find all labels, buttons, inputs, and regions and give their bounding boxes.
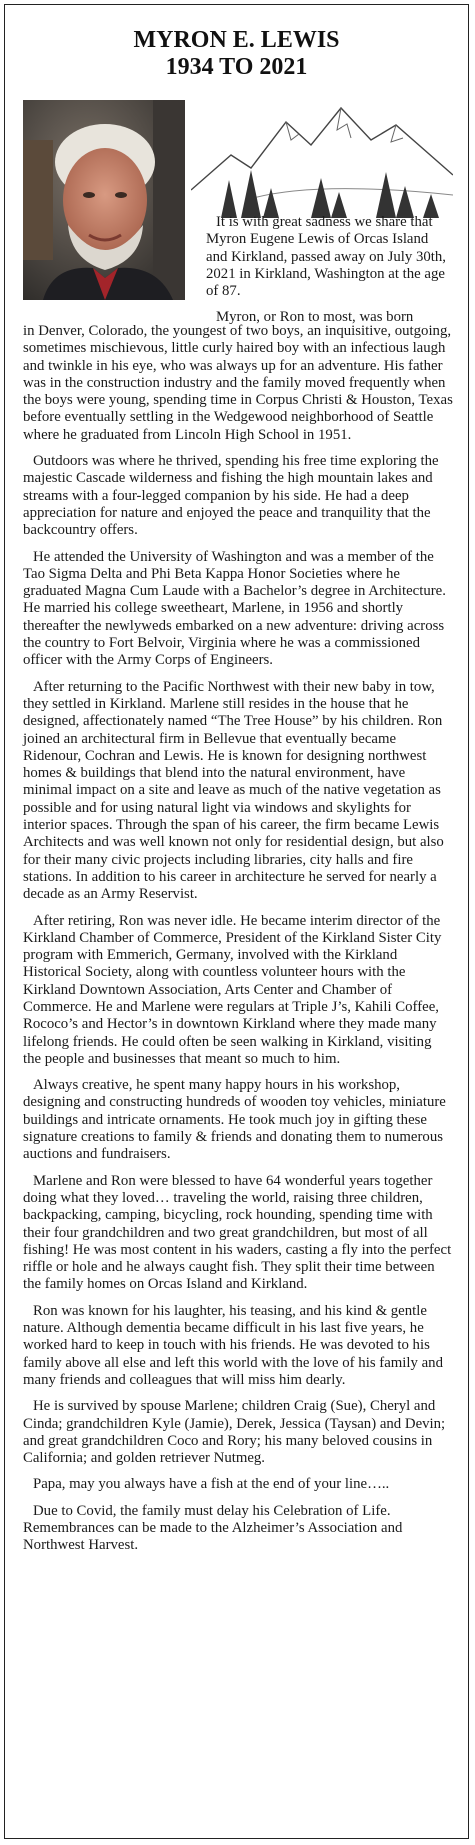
body-paragraph: After retiring, Ron was never idle. He became interim director of the Kirkland Chamber of Commerce, President of the Kirkland Sister City program with Emmerich, Germany, involved with the Kirkland Historical Society, along with countless volunteer hours with the Kirkland Downtown Association, Arts Center and Chamber of Commerce. He and Marlene were regulars at Triple J’s, Kahili Coffee, Rococo’s and Hector’s in downtown Kirkland where they made many lifelong friends. He could often be seen walking in Kirkland, visiting the people and businesses that meant so much to him. (23, 912, 442, 1067)
deceased-name: MYRON E. LEWIS (133, 27, 340, 53)
celebration-paragraph: Due to Covid, the family must delay his Celebration of Life. Remembrances can be made to the Alzheimer’s Association and Northwest Harvest. (23, 1502, 403, 1554)
body-paragraph: He attended the University of Washington and was a member of the Tao Sigma Delta and Phi Beta Kappa Honor Societies where he graduated Magna Cum Laude with a Bachelor’s degree in Architecture. He married his college sweetheart, Marlene, in 1956 and shortly thereafter the newlyweds embarked on a new adventure: driving across the country to Fort Belvoir, Virginia where he was a commissioned officer with the Army Corps of Engineers. (23, 548, 446, 669)
obituary-title (5, 27, 468, 81)
portrait-photo (23, 100, 185, 300)
body-paragraph: Outdoors was where he thrived, spending his free time exploring the majestic Cascade wilderness and fishing the high mountain lakes and streams with a four-legged companion by his side. He had a deep appreciation for nature and enjoyed the peace and tranquility that the backcountry offers. (23, 453, 439, 539)
survivors-paragraph: He is survived by spouse Marlene; children Craig (Sue), Cheryl and Cinda; grandchildren Kyle (Jamie), Derek, Jessica (Taysan) and Devin; and great grandchildren Coco and Rory; his many beloved cousins in California; and golden retriever Nutmeg. (23, 1398, 446, 1467)
mountain-illustration (191, 100, 453, 218)
body-paragraph: Always creative, he spent many happy hours in his workshop, designing and constructing hundreds of wooden toy vehicles, miniature buildings and intricate ornaments. He took much joy in gifting these signature creations to family & friends and donating them to numerous auctions and fundraisers. (23, 1077, 446, 1163)
body-paragraph: Ron was known for his laughter, his teasing, and his kind & gentle nature. Although dementia became difficult in his last five years, he worked hard to keep in touch with his friends. He was devoted to his family above all else and left this world with the love of his family and many friends and colleagues that will miss him dearly. (23, 1302, 443, 1388)
obituary-body (23, 323, 453, 1564)
intro-continued-line: Myron, or Ron to most, was born (216, 309, 414, 326)
intro-column (206, 214, 453, 327)
early-life-paragraph: in Denver, Colorado, the youngest of two boys, an inquisitive, outgoing, sometimes mischievous, little curly haired boy with an infectious laugh and twinkle in his eye, who was always up for an adventure. His father was in the construction industry and the family moved frequently when the boys were young, spending time in Corpus Christi & Houston, Texas before eventually settling in the Wedgewood neighborhood of Seattle where he graduated from Lincoln High School in 1951. (23, 323, 453, 443)
life-years: 1934 TO 2021 (165, 54, 308, 80)
body-paragraph: After returning to the Pacific Northwest with their new baby in tow, they settled in Kirkland. Marlene still resides in the house that he designed, affectionately named “The Tree House” by his children. Ron joined an architectural firm in Bellevue that eventually became Ridenour, Cochran and Lewis. He is known for designing northwest homes & buildings that blend into the natural environment, have minimal impact on a site and leave as much of the native vegetation as possible and for using natural light via windows and skylights for interior spaces. Through the span of his career, the firm became Lewis Architects and was well known not only for residential design, but also for their many civic projects including libraries, city halls and fire stations. In addition to his career in architecture he served for nearly a decade as an Army Reservist. (23, 678, 444, 903)
obituary-page (4, 4, 469, 1839)
intro-paragraph: It is with great sadness we share that Myron Eugene Lewis of Orcas Island and Kirkland, passed away on July 30th, 2021 in Kirkland, Washington at the age of 87. (206, 214, 446, 300)
closing-line: Papa, may you always have a fish at the end of your line….. (33, 1476, 390, 1493)
body-paragraph: Marlene and Ron were blessed to have 64 wonderful years together doing what they loved… traveling the world, raising three children, backpacking, camping, bicycling, rock hounding, spending time with their four grandchildren and two great grandchildren, but most of all fishing! He was most content in his waders, casting a fly into the perfect riffle or hole and he always caught fish. They split their time between the family homes on Orcas Island and Kirkland. (23, 1172, 452, 1293)
